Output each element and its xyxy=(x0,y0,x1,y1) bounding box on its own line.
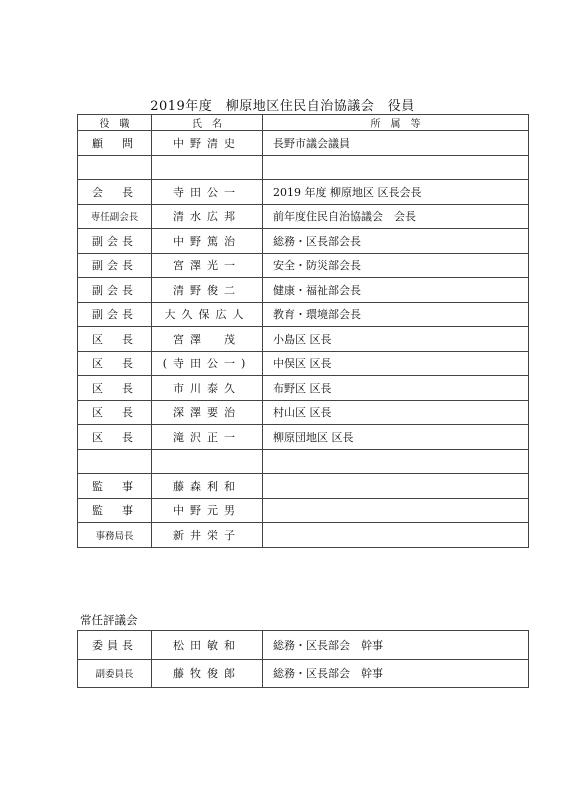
header-role: 役 職 xyxy=(78,115,152,131)
cell-name xyxy=(152,155,263,180)
committee-label: 常任評議会 xyxy=(80,613,138,627)
cell-name: 滝沢正一 xyxy=(152,425,263,450)
cell-affiliation: 健康・福祉部会長 xyxy=(263,278,529,303)
header-name: 氏 名 xyxy=(152,115,263,131)
cell-affiliation: 前年度住民自治協議会 会長 xyxy=(263,204,529,229)
cell-role xyxy=(78,449,152,474)
cell-role: 区 長 xyxy=(78,327,152,352)
cell-affiliation: 村山区 区長 xyxy=(263,400,529,425)
cell-name: (寺田公一) xyxy=(152,351,263,376)
cell-name: 中野篤治 xyxy=(152,229,263,254)
cell-role: 監 事 xyxy=(78,498,152,523)
table-row xyxy=(78,449,529,474)
cell-name: 藤牧俊郎 xyxy=(152,659,263,688)
table-row xyxy=(78,631,529,660)
cell-role: 監 事 xyxy=(78,474,152,499)
table-row xyxy=(78,400,529,425)
header-affiliation: 所 属 等 xyxy=(263,115,529,131)
cell-role: 事務局長 xyxy=(78,523,152,548)
table-header-row xyxy=(78,115,529,131)
table-row xyxy=(78,474,529,499)
cell-role: 区 長 xyxy=(78,425,152,450)
cell-name: 宮澤光一 xyxy=(152,253,263,278)
cell-affiliation: 2019 年度 柳原地区 区長会長 xyxy=(263,180,529,205)
cell-affiliation xyxy=(263,474,529,499)
table-row xyxy=(78,204,529,229)
cell-role: 副委員長 xyxy=(78,659,152,688)
cell-role xyxy=(78,155,152,180)
cell-affiliation: 柳原団地区 区長 xyxy=(263,425,529,450)
table-row xyxy=(78,327,529,352)
cell-name: 松田敏和 xyxy=(152,631,263,660)
cell-role: 副会長 xyxy=(78,278,152,303)
cell-role: 副会長 xyxy=(78,253,152,278)
cell-affiliation xyxy=(263,155,529,180)
cell-affiliation: 総務・区長部会 幹事 xyxy=(263,659,529,688)
cell-affiliation xyxy=(263,498,529,523)
cell-role: 会 長 xyxy=(78,180,152,205)
table-row xyxy=(78,498,529,523)
cell-name: 清野俊二 xyxy=(152,278,263,303)
table-row xyxy=(78,425,529,450)
cell-affiliation: 安全・防災部会長 xyxy=(263,253,529,278)
cell-name: 宮澤 茂 xyxy=(152,327,263,352)
cell-affiliation: 総務・区長部会 幹事 xyxy=(263,631,529,660)
cell-role: 副会長 xyxy=(78,229,152,254)
cell-name: 深澤要治 xyxy=(152,400,263,425)
cell-affiliation: 長野市議会議員 xyxy=(263,131,529,156)
table-row xyxy=(78,180,529,205)
cell-affiliation xyxy=(263,523,529,548)
table-row xyxy=(78,278,529,303)
table-row xyxy=(78,351,529,376)
cell-name: 寺田公一 xyxy=(152,180,263,205)
cell-name: 藤森利和 xyxy=(152,474,263,499)
cell-affiliation: 総務・区長部会長 xyxy=(263,229,529,254)
cell-name: 中野元男 xyxy=(152,498,263,523)
cell-name: 中野清史 xyxy=(152,131,263,156)
cell-name: 市川泰久 xyxy=(152,376,263,401)
table-row xyxy=(78,302,529,327)
cell-role: 副会長 xyxy=(78,302,152,327)
cell-role: 区 長 xyxy=(78,376,152,401)
cell-role: 委員長 xyxy=(78,631,152,660)
cell-name: 大久保広人 xyxy=(152,302,263,327)
table-row xyxy=(78,155,529,180)
cell-affiliation: 布野区 区長 xyxy=(263,376,529,401)
table-row xyxy=(78,659,529,688)
table-row xyxy=(78,131,529,156)
table-row xyxy=(78,523,529,548)
cell-role: 区 長 xyxy=(78,400,152,425)
table-row xyxy=(78,376,529,401)
committee-table xyxy=(77,630,529,688)
cell-affiliation: 教育・環境部会長 xyxy=(263,302,529,327)
cell-affiliation: 小島区 区長 xyxy=(263,327,529,352)
cell-role: 顧 問 xyxy=(78,131,152,156)
cell-name xyxy=(152,449,263,474)
cell-name: 清水広邦 xyxy=(152,204,263,229)
cell-affiliation xyxy=(263,449,529,474)
cell-affiliation: 中俣区 区長 xyxy=(263,351,529,376)
table-row xyxy=(78,229,529,254)
cell-role: 区 長 xyxy=(78,351,152,376)
table-row xyxy=(78,253,529,278)
document-title: 2019年度 柳原地区住民自治協議会 役員 xyxy=(150,99,415,114)
officers-table xyxy=(77,114,529,548)
cell-role: 専任副会長 xyxy=(78,204,152,229)
cell-name: 新井栄子 xyxy=(152,523,263,548)
